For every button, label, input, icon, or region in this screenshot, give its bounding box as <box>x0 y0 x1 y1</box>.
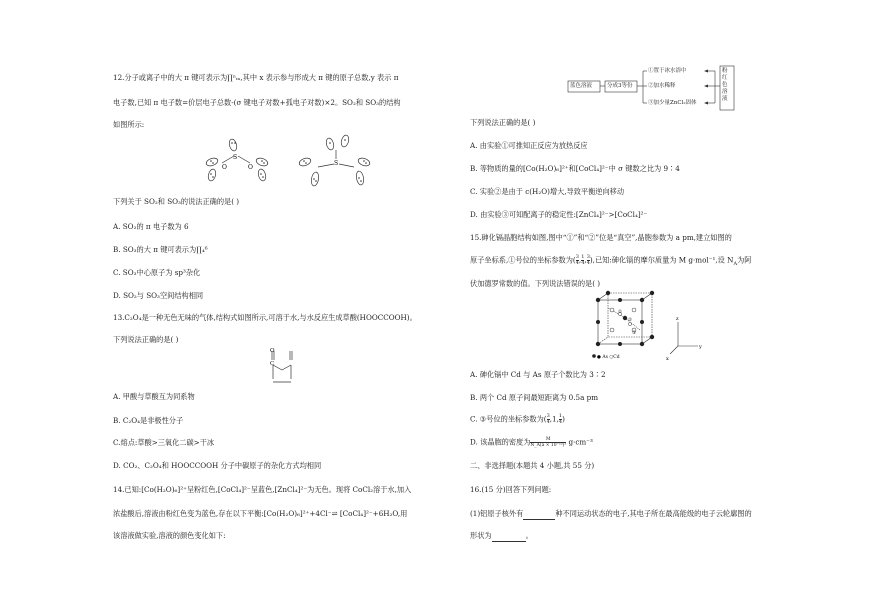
so3-lobe <box>310 171 319 186</box>
q12-option-d: D. SO₂与 SO₃空间结构相同 <box>113 291 204 300</box>
q14-line1: 14.已知:[Co(H₂O)₆]²⁺呈粉红色,[CoCl₄]²⁻呈蓝色,[ZnCl₄]²⁻为无色。现将 CoCl₂溶于水,加入 <box>113 485 412 494</box>
so2-o-lobe <box>207 168 217 181</box>
so3-bond-left <box>318 164 334 167</box>
q15-line3: 伏加德罗常数的值。下列说法错误的是( ) <box>470 279 601 288</box>
q12-question: 下列关于 SO₂和 SO₃的说法正确的是( ) <box>113 197 240 206</box>
c2o4-c-label: C <box>270 361 275 367</box>
c2o4-structure-figure <box>262 346 302 388</box>
q14-question: 下列说法正确的是( ) <box>470 118 536 127</box>
svg-text:③: ③ <box>632 331 637 336</box>
flow-branch-2: ②加水稀释 <box>648 83 676 89</box>
q14-option-d: D. 由实验③可知配离子的稳定性:[ZnCl₄]²⁻>[CoCl₄]²⁻ <box>470 210 648 219</box>
answer-blank-1[interactable] <box>523 509 555 520</box>
q13-option-c: C.熔点:草酸>三氧化二碳>干冰 <box>113 438 215 447</box>
q15-option-c: C. ③号位的坐标参数为( $\frac{3}{4}$ ,1, $\frac{1}{4}$ ) <box>470 413 565 425</box>
so3-bond-right <box>339 164 354 167</box>
axis-y-label: y <box>699 344 702 350</box>
q13-line2: 下列说法正确的是( ) <box>113 335 179 344</box>
so3-lobe <box>298 157 312 168</box>
so3-s-label: S <box>334 160 339 167</box>
color-change-flow-diagram <box>567 64 737 114</box>
x-axis <box>670 346 678 354</box>
q15-line2: 原子坐标系,①号位的坐标参数为( $\frac{3}{4}$ , $\frac{1}{4}$ , $\frac{3}{4}$ ),已知:砷化镉的摩尔质量为 M g·mol⁻¹,设 $N_A$为阿 <box>470 254 752 267</box>
cdas-unit-cell-figure <box>590 290 705 362</box>
so2-o-label-left: O <box>222 164 227 171</box>
so2-so3-structure-figure <box>200 134 380 192</box>
so3-lobe <box>357 157 371 168</box>
answer-blank-2[interactable] <box>492 531 526 542</box>
axis-z-label: z <box>676 316 679 322</box>
q13-option-d: D. CO₂、C₂O₄和 HOOCCOOH 分子中碳原子的杂化方式均相同 <box>113 461 322 470</box>
q12-option-b: B. SO₃的大 π 键可表示为∏₄⁶ <box>113 245 208 254</box>
density-fraction: $\frac{M}{\text{N\_A(a × 10⁻¹⁰)³}}$ <box>530 437 567 448</box>
so3-lobe <box>355 170 364 185</box>
so3-lobe <box>325 137 335 150</box>
q13-option-a: A. 甲酸与草酸互为同系物 <box>113 392 195 401</box>
q14-option-c: C. 实验②是由于 c(H₂O)增大,导致平衡逆向移动 <box>470 187 625 196</box>
q15-option-d: D. 该晶胞的密度为 $\frac{M}{\text{N\_A(a × 10⁻¹⁰)³}}$ g·cm⁻³ <box>470 437 593 448</box>
q14-option-a: A. 由实验①可推知正反应为放热反应 <box>470 141 588 150</box>
svg-text:②: ② <box>628 318 633 323</box>
flow-branch-3: ③加少量ZnCl₂固体 <box>648 100 697 106</box>
svg-text:①: ① <box>618 310 623 315</box>
q12-line1: 12.分子或离子中的大 π 键可表示为∏ⁿₘ,其中 x 表示参与形成大 π 键的原子总数,y 表示 π <box>113 73 399 82</box>
axis-x-label: x <box>666 356 669 362</box>
flow-split-label: 分成3等份 <box>607 83 633 89</box>
flow-branch-1: ①置于冰水浴中 <box>648 68 687 74</box>
q16-line2: 形状为 。 <box>470 531 533 540</box>
so2-o-lobe <box>257 168 267 181</box>
q13-line1: 13.C₂O₄是一种无色无味的气体,结构式如图所示,可溶于水,与水反应生成草酸(HOOCCOOH)。 <box>113 313 417 322</box>
q15-fraction-3: $\frac{3}{4}$ <box>586 254 590 266</box>
so2-o-lobe <box>205 157 219 168</box>
legend-as-dot <box>592 354 596 358</box>
flow-start-label: 蓝色溶液 <box>570 83 593 89</box>
q14-line3: 该溶液做实验,溶液的颜色变化如下: <box>113 531 226 540</box>
cell-legend: ● As ○Cd <box>597 355 620 360</box>
so2-s-label: S <box>233 154 238 161</box>
q15-line1: 15.砷化镉晶胞结构如图,图中“①”和“②”位是“真空”,晶胞参数为 a pm,建立如图的 <box>470 233 732 242</box>
so3-lobe <box>340 134 350 147</box>
c2o4-o-label: O <box>270 348 275 354</box>
so2-o-label-right: O <box>248 164 253 171</box>
section-2-heading: 二、非选择题(本题共 4 小题,共 55 分) <box>470 461 595 470</box>
flow-result-label: 粉红色溶液 <box>722 68 728 102</box>
so2-lone-pair-lobe <box>228 138 238 151</box>
q16-title: 16.(15 分)回答下列问题: <box>470 485 552 494</box>
q12-option-a: A. SO₂的 π 电子数为 6 <box>113 222 189 231</box>
q15-fraction-1: $\frac{3}{4}$ <box>575 254 579 266</box>
q15-option-a: A. 砷化镉中 Cd 与 As 原子个数比为 3∶2 <box>470 370 606 379</box>
q14-line2: 浓盐酸后,溶液由粉红色变为蓝色,存在以下平衡:[Co(H₂O)₆]²⁺+4Cl⁻⇌ [CoCl₄]²⁻+6H₂O,用 <box>113 509 408 518</box>
q12-line2: 电子数,已知 π 电子数=价层电子总数-(σ 键电子对数+孤电子对数)×2。SO₂和 SO₃的结构 <box>113 98 401 107</box>
q15-fraction-2: $\frac{1}{4}$ <box>581 254 585 266</box>
q15-option-b: B. 两个 Cd 原子间最短距离为 0.5a pm <box>470 393 599 402</box>
q16-line1: (1)铝原子核外有 种不同运动状态的电子,其电子所在最高能级的电子云轮廓图的 <box>470 509 752 518</box>
cell-front-face <box>598 300 642 344</box>
so2-bond-right <box>238 156 250 163</box>
q13-option-b: B. C₂O₄是非极性分子 <box>113 416 184 425</box>
so2-o-lobe <box>255 157 269 168</box>
q14-option-b: B. 等物质的量的[Co(H₂O)₆]²⁺和[CoCl₄]²⁻中 σ 键数之比为 9∶4 <box>470 164 680 173</box>
q12-option-c: C. SO₃中心原子为 sp³杂化 <box>113 268 201 277</box>
q12-line3: 如图所示: <box>113 120 145 129</box>
